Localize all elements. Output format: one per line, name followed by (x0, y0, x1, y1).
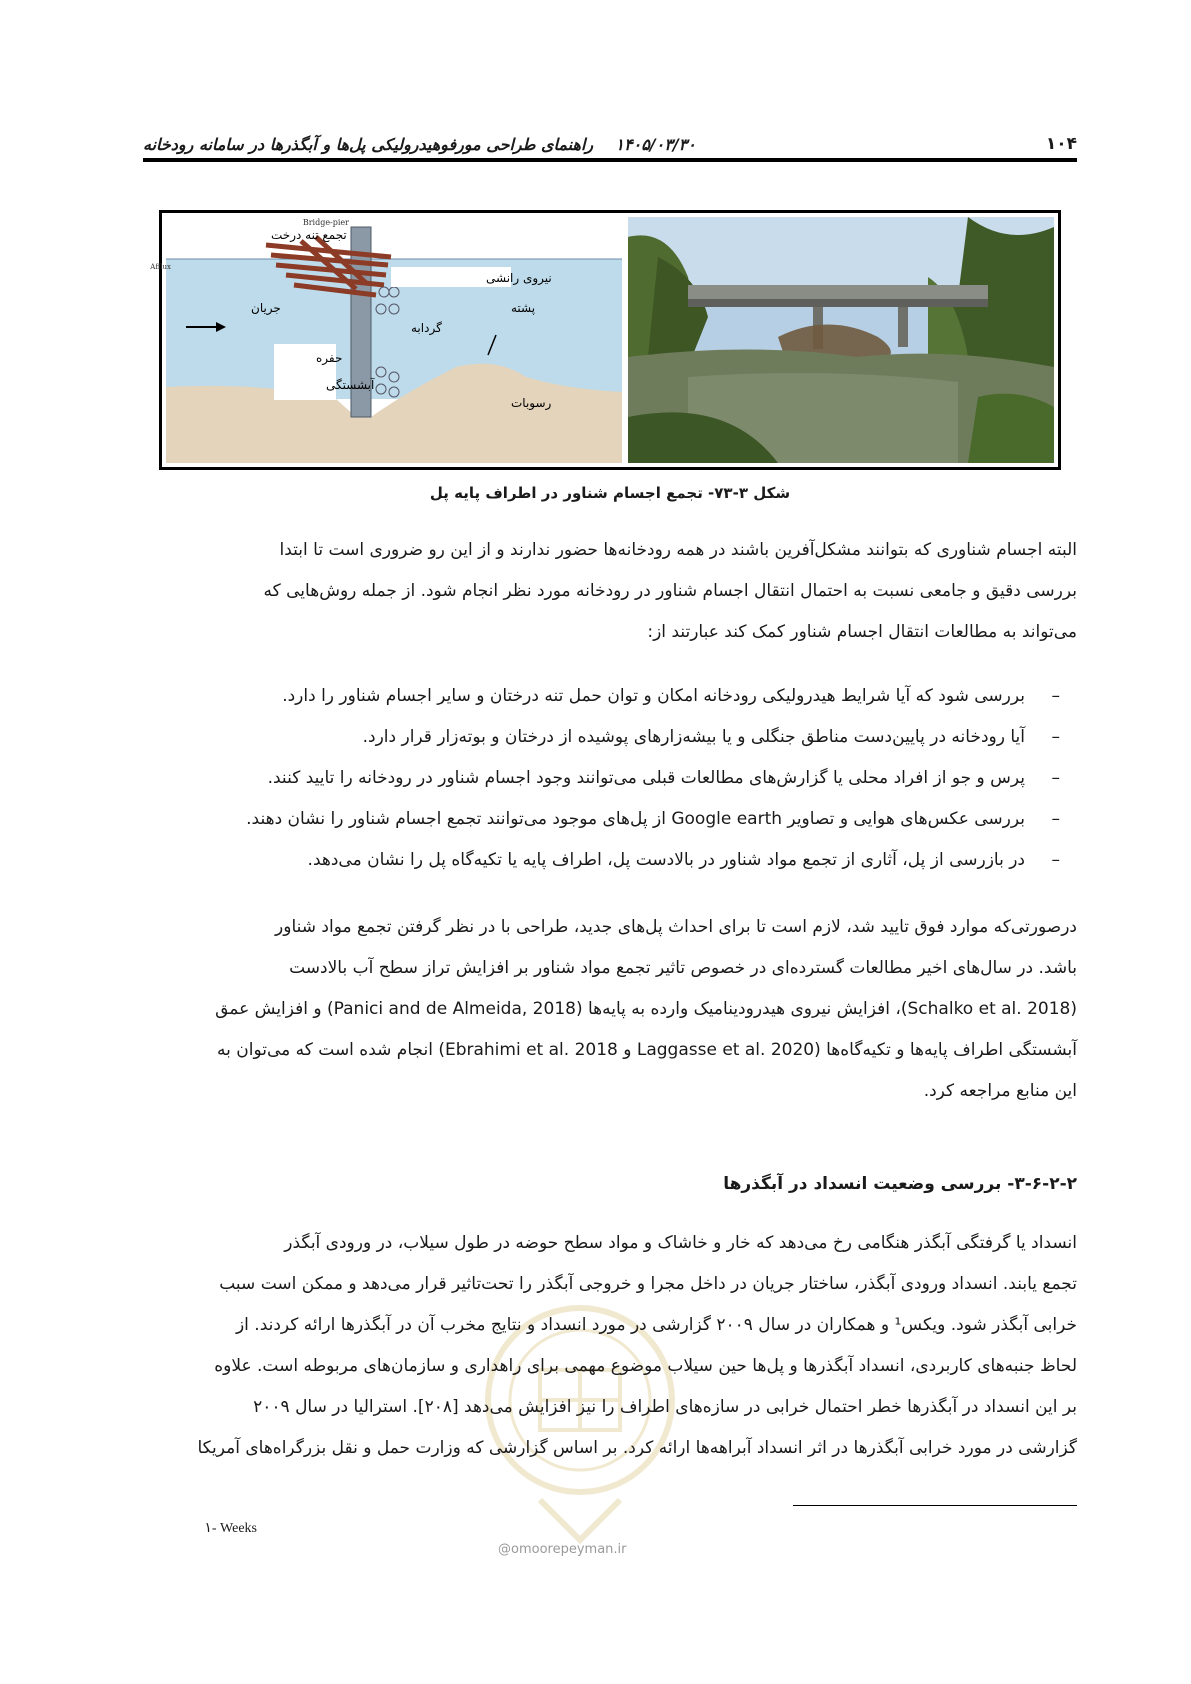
header-book-title: راهنمای طراحی مورفوهیدرولیکی پل‌ها و آبگذرها در سامانه رودخانه (143, 135, 594, 154)
debris-label: تجمع تنه درخت (271, 228, 347, 242)
paragraph-line: لحاظ جنبه‌های کاربردی، انسداد آبگذرها و پل‌ها حین سیلاب موضوع مهمی برای راهداری و سازمان‌های مربوطه است. علاوه (214, 1356, 1077, 1376)
paragraph-line: باشد. در سال‌های اخیر مطالعات گسترده‌ای در خصوص تاثیر تجمع مواد شناور بر افزایش تراز سطح آب بالادست (289, 958, 1077, 978)
list-item-text: پرس و جو از افراد محلی یا گزارش‌های مطالعات قبلی می‌توانند وجود اجسام شناور در رودخانه را تایید کنند. (267, 768, 1025, 788)
paragraph-line: آبشستگی اطراف پایه‌ها و تکیه‌گاه‌ها (Laggasse et al. 2020 و Ebrahimi et al. 2018) انجام شده است که می‌توان به (216, 1040, 1077, 1060)
paragraph-line: درصورتی‌که موارد فوق تایید شد، لازم است تا برای احداث پل‌های جدید، طراحی با در نظر گرفتن تجمع مواد شناور (275, 917, 1077, 937)
paragraph-line: گزارشی در مورد خرابی آبگذرها در اثر انسداد آبراهه‌ها ارائه کرد. بر اساس گزارشی که وزارت حمل و نقل بزرگراه‌های آمریکا (197, 1438, 1077, 1458)
bullet-dash: – (1051, 809, 1060, 829)
afflux-label: Afflux (150, 263, 171, 271)
bullet-dash: – (1051, 686, 1060, 706)
paragraph-2 (143, 907, 1077, 1112)
scour-hole-label-1: حفره (316, 351, 343, 365)
header-date: ۱۴۰۵/۰۳/۳۰ (615, 135, 696, 154)
footnote-divider (793, 1505, 1077, 1506)
figure-caption: شکل ۳-۷۳- تجمع اجسام شناور در اطراف پایه پل (429, 484, 791, 502)
paragraph-1 (143, 530, 1077, 653)
list-item-text: بررسی عکس‌های هوایی و تصاویر Google earth از پل‌های موجود می‌توانند تجمع اجسام شناور را نشان دهند. (246, 809, 1025, 829)
section-heading: ۳-۶-۲-۲- بررسی وضعیت انسداد در آبگذرها (723, 1174, 1077, 1194)
paragraph-line: بر این انسداد در آبگذرها خطر احتمال خرابی در سازه‌های اطراف را نیز افزایش می‌دهد [۲۰۸]. استرالیا در سال ۲۰۰۹ (253, 1397, 1077, 1417)
paragraph-line: البته اجسام شناوری که بتوانند مشکل‌آفرین باشند در همه رودخانه‌ها حضور ندارند و از این رو ضروری است تا ابتدا (279, 540, 1077, 560)
list-item (143, 676, 1060, 717)
vortex-label: گردابه (411, 321, 442, 335)
flow-label: جریان (251, 301, 281, 315)
list-item-text: در بازرسی از پل، آثاری از تجمع مواد شناور در بالادست پل، اطراف پایه یا تکیه‌گاه پل را نشان می‌دهد. (307, 850, 1025, 870)
sediment-label: رسوبات (511, 396, 552, 410)
drag-force-label: نیروی رانشی (486, 271, 552, 285)
paragraph-line: (Schalko et al. 2018)، افزایش نیروی هیدرودینامیک وارده به پایه‌ها (Panici and de Almeida, 2018) و افزایش عمق (215, 999, 1077, 1019)
figure-frame (150, 210, 1061, 470)
paragraph-line: انسداد یا گرفتگی آبگذر هنگامی رخ می‌دهد که خار و خاشاک و مواد سطح حوضه در طول سیلاب، در ورودی آبگذر (284, 1233, 1077, 1253)
paragraph-3 (143, 1223, 1077, 1469)
watermark-url: @omoorepeyman.ir (498, 1542, 627, 1557)
methods-list (143, 676, 1060, 881)
bullet-dash: – (1051, 768, 1060, 788)
list-item-text: بررسی شود که آیا شرایط هیدرولیکی رودخانه امکان و توان حمل تنه درختان و سایر اجسام شناور را دارد. (282, 686, 1025, 706)
paragraph-line: خرابی آبگذر شود. ویکس¹ و همکاران در سال ۲۰۰۹ گزارشی در مورد انسداد و نتایج مخرب آن در آبگذرها ارائه کردند. از (235, 1315, 1077, 1335)
dune-label: پشته (511, 301, 536, 315)
pier-debris-diagram (150, 217, 622, 463)
paragraph-line: این منابع مراجعه کرد. (923, 1081, 1077, 1101)
page-header (143, 128, 1077, 162)
running-title (143, 135, 696, 154)
list-item-text: آیا رودخانه در پایین‌دست مناطق جنگلی و یا بیشه‌زارهای پوشیده از درختان و بوته‌زار قرار دارد. (362, 727, 1025, 747)
bridge-pier-label: Bridge-pier (302, 218, 349, 227)
scour-hole-label-2: آبشستگی (326, 378, 375, 392)
list-item (143, 717, 1060, 758)
list-item (143, 840, 1060, 881)
paragraph-line: تجمع یابند. انسداد ورودی آبگذر، ساختار جریان در داخل مجرا و خروجی آبگذر را تحت‌تاثیر قرار می‌دهد و ممکن است سبب (219, 1274, 1077, 1294)
paragraph-line: بررسی دقیق و جامعی نسبت به احتمال انتقال اجسام شناور در رودخانه مورد نظر انجام شود. از جمله روش‌هایی که (263, 581, 1077, 601)
bullet-dash: – (1051, 727, 1060, 747)
bullet-dash: – (1051, 850, 1060, 870)
list-item (143, 799, 1060, 840)
footnote: ۱- Weeks (204, 1521, 257, 1536)
list-item (143, 758, 1060, 799)
paragraph-line: می‌تواند به مطالعات انتقال اجسام شناور کمک کند عبارتند از: (647, 622, 1077, 642)
bridge-photo (628, 217, 1054, 463)
page-number: ۱۰۴ (1045, 134, 1077, 154)
